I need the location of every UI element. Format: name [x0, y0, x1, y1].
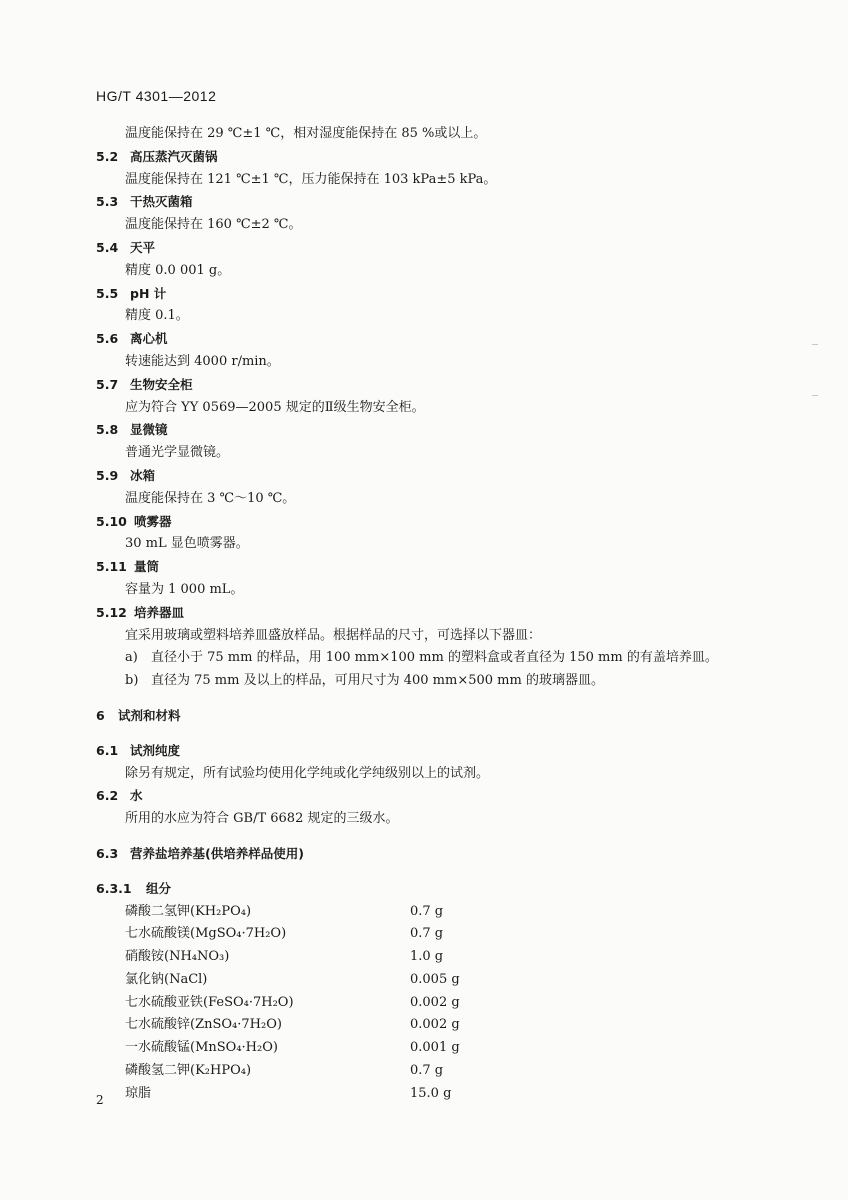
component-amount: 0.7 g — [410, 926, 444, 942]
section-title: 天平 — [130, 239, 156, 255]
paragraph: 应为符合 YY 0569—2005 规定的Ⅱ级生物安全柜。 — [125, 399, 425, 415]
section-heading — [96, 146, 776, 169]
section-6-heading: 6 试剂和材料 — [96, 707, 181, 723]
component-name: 磷酸二氢钾(KH₂PO₄) — [125, 903, 252, 919]
scan-speck — [812, 344, 818, 345]
section-number: 5.12 — [96, 604, 127, 620]
paragraph: 转速能达到 4000 r/min。 — [125, 353, 280, 369]
component-name: 七水硫酸亚铁(FeSO₄·7H₂O) — [125, 994, 294, 1010]
section-title: 离心机 — [130, 331, 168, 347]
component-row — [96, 923, 776, 946]
list-text: 直径小于 75 mm 的样品，用 100 mm×100 mm 的塑料盒或者直径为 150 mm 的有盖培养皿。 — [151, 650, 718, 666]
section-title: 显微镜 — [130, 422, 168, 438]
section-5-items — [96, 123, 776, 693]
section-title: 生物安全柜 — [130, 376, 193, 392]
component-amount: 0.7 g — [410, 1063, 444, 1079]
component-row — [96, 1014, 776, 1037]
section-heading — [96, 419, 776, 442]
document-code: HG/T 4301—2012 — [96, 88, 217, 104]
component-row — [96, 992, 776, 1015]
list-marker: b) — [125, 673, 139, 689]
heading-6-2: 6.2 水 — [96, 788, 143, 804]
component-amount: 0.001 g — [410, 1040, 460, 1056]
component-name: 硝酸铵(NH₄NO₃) — [125, 949, 230, 965]
component-name: 氯化钠(NaCl) — [125, 971, 208, 987]
section-heading — [96, 602, 776, 625]
paragraph-6-2: 所用的水应为符合 GB/T 6682 规定的三级水。 — [125, 811, 399, 827]
components-table — [96, 901, 776, 1106]
heading-6-3-1: 6.3.1 组分 — [96, 880, 172, 896]
section-title: 量筒 — [134, 559, 160, 575]
paragraph: 精度 0.1。 — [125, 308, 189, 324]
component-amount: 0.002 g — [410, 1017, 460, 1033]
component-name: 七水硫酸锌(ZnSO₄·7H₂O) — [125, 1017, 282, 1033]
component-row — [96, 1037, 776, 1060]
component-row — [96, 901, 776, 924]
paragraph: 温度能保持在 29 ℃±1 ℃，相对湿度能保持在 85 %或以上。 — [125, 126, 487, 141]
section-heading — [96, 374, 776, 397]
component-amount: 0.005 g — [410, 971, 460, 987]
page-content — [96, 123, 776, 1106]
paragraph: 温度能保持在 160 ℃±2 ℃。 — [125, 217, 302, 233]
list-text: 直径为 75 mm 及以上的样品，可用尺寸为 400 mm×500 mm 的玻璃器皿。 — [151, 673, 604, 689]
component-row — [96, 1060, 776, 1083]
section-number: 5.3 — [96, 194, 119, 210]
paragraph: 温度能保持在 121 ℃±1 ℃，压力能保持在 103 kPa±5 kPa。 — [125, 171, 497, 187]
section-heading — [96, 283, 776, 306]
section-number: 5.10 — [96, 513, 127, 529]
scan-speck — [812, 395, 818, 396]
paragraph: 温度能保持在 3 ℃～10 ℃。 — [125, 490, 296, 506]
section-heading — [96, 328, 776, 351]
paragraph: 普通光学显微镜。 — [125, 445, 230, 461]
section-title: 高压蒸汽灭菌锅 — [130, 148, 218, 164]
section-heading — [96, 556, 776, 579]
section-heading — [96, 191, 776, 214]
section-title: pH 计 — [130, 285, 167, 301]
paragraph-6-1: 除另有规定，所有试验均使用化学纯或化学纯级别以上的试剂。 — [125, 765, 490, 781]
paragraph: 容量为 1 000 mL。 — [125, 581, 244, 597]
list-marker: a) — [125, 650, 138, 666]
component-amount: 0.7 g — [410, 903, 444, 919]
component-name: 一水硫酸锰(MnSO₄·H₂O) — [125, 1040, 278, 1056]
section-number: 5.2 — [96, 148, 119, 164]
section-heading — [96, 511, 776, 534]
section-title: 干热灭菌箱 — [130, 194, 193, 210]
list-item — [96, 647, 776, 670]
component-row — [96, 1083, 776, 1106]
section-heading — [96, 465, 776, 488]
component-amount: 15.0 g — [410, 1085, 452, 1101]
section-number: 5.11 — [96, 559, 127, 575]
component-row — [96, 969, 776, 992]
paragraph: 30 mL 显色喷雾器。 — [125, 536, 249, 552]
component-name: 磷酸氢二钾(K₂HPO₄) — [125, 1063, 252, 1079]
component-row — [96, 946, 776, 969]
section-number: 5.8 — [96, 422, 119, 438]
section-title: 冰箱 — [130, 467, 156, 483]
component-amount: 1.0 g — [410, 949, 444, 965]
section-number: 5.9 — [96, 467, 119, 483]
component-amount: 0.002 g — [410, 994, 460, 1010]
section-heading — [96, 237, 776, 260]
section-title: 喷雾器 — [134, 513, 172, 529]
component-name: 七水硫酸镁(MgSO₄·7H₂O) — [125, 926, 287, 942]
page-number: 2 — [96, 1093, 104, 1107]
paragraph: 宜采用玻璃或塑料培养皿盛放样品。根据样品的尺寸，可选择以下器皿： — [125, 627, 542, 643]
section-number: 5.7 — [96, 376, 119, 392]
list-item — [96, 670, 776, 693]
component-name: 琼脂 — [125, 1085, 152, 1101]
heading-6-3: 6.3 营养盐培养基(供培养样品使用) — [96, 845, 304, 861]
section-number: 5.5 — [96, 285, 119, 301]
heading-6-1: 6.1 试剂纯度 — [96, 742, 181, 758]
section-number: 5.6 — [96, 331, 119, 347]
section-title: 培养器皿 — [134, 604, 185, 620]
section-number: 5.4 — [96, 239, 119, 255]
paragraph: 精度 0.0 001 g。 — [125, 262, 231, 278]
